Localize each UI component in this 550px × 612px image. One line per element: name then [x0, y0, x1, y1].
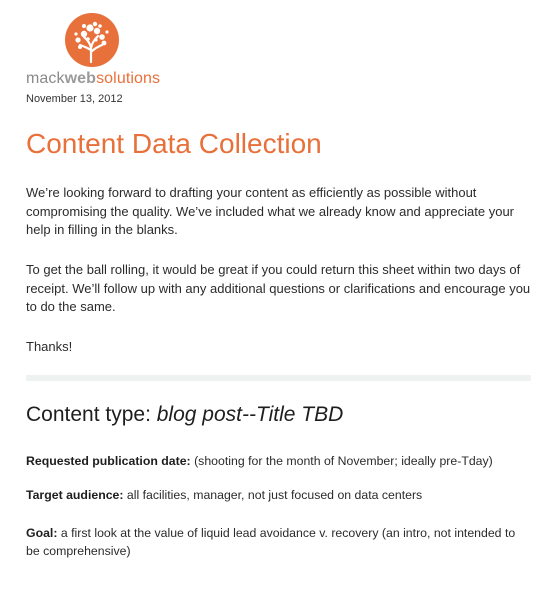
brand-word-mack: mack: [26, 70, 65, 87]
tree-circle-icon: [64, 12, 120, 68]
field-goal: [26, 524, 531, 560]
content-type-value: blog post--Title TBD: [156, 403, 344, 426]
document-date: November 13, 2012: [26, 93, 123, 105]
field-publication-date: [26, 452, 531, 470]
section-divider: [26, 375, 531, 381]
brand-wordmark: [26, 70, 160, 88]
field-label: Goal:: [26, 526, 58, 540]
field-label: Requested publication date:: [26, 454, 191, 468]
field-label: Target audience:: [26, 488, 124, 502]
intro-thanks: Thanks!: [26, 339, 73, 354]
field-value: (shooting for the month of November; ideally pre-Tday): [190, 454, 493, 468]
intro-paragraph-1: We’re looking forward to drafting your content as efficiently as possible without compromising the quality. We’ve included what we already know and appreciate your help in filling in the blanks.: [26, 185, 515, 237]
page-title: Content Data Collection: [26, 128, 322, 159]
brand-word-solutions: solutions: [96, 70, 161, 87]
field-value: a first look at the value of liquid lead avoidance v. recovery (an intro, not intended to be comprehensive): [26, 526, 516, 558]
field-value: all facilities, manager, not just focused on data centers: [123, 488, 423, 502]
brand-word-web: web: [64, 70, 97, 87]
content-type-heading: [26, 403, 343, 427]
intro-paragraph-2: To get the ball rolling, it would be great if you could return this sheet within two days of receipt. We’ll follow up with any additional questions or clarifications and encourage you to do the same.: [26, 262, 531, 314]
field-target-audience: [26, 486, 531, 504]
content-type-label: Content type:: [26, 403, 157, 426]
